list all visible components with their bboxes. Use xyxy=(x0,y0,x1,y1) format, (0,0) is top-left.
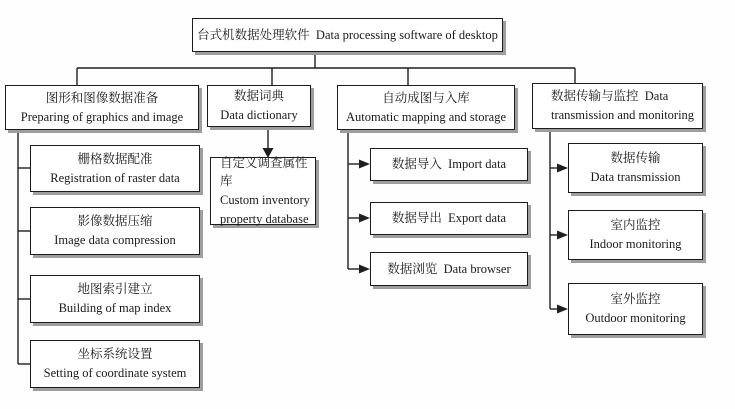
node-custom-inventory-database xyxy=(210,157,316,225)
node-root-label: 台式机数据处理软件 Data processing software of desktop xyxy=(197,27,498,42)
node-data-transmission-monitoring xyxy=(532,83,703,129)
node-label-line1: 数据传输与监控 Data xyxy=(551,89,669,104)
node-label-en: Registration of raster data xyxy=(50,170,180,185)
node-data-dictionary xyxy=(207,85,311,127)
node-label-zh: 数据词典 xyxy=(233,89,284,104)
node-label: 数据导出 Export data xyxy=(391,211,507,226)
node-label-zh: 图形和图像数据准备 xyxy=(45,90,159,105)
node-label-en: Data transmission xyxy=(590,170,681,184)
arrowhead-right-icon xyxy=(359,214,370,223)
node-label-zh: 坐标系统设置 xyxy=(77,347,153,362)
node-data-browser xyxy=(370,252,528,286)
node-label: 数据浏览 Data browser xyxy=(387,261,511,276)
node-label: 数据导入 Import data xyxy=(391,157,507,172)
node-label-en: Automatic mapping and storage xyxy=(345,109,507,124)
node-automatic-mapping-storage xyxy=(337,85,515,130)
node-data-transmission xyxy=(568,143,703,193)
node-label-zh: 地图索引建立 xyxy=(77,282,153,297)
node-import-data xyxy=(370,148,528,181)
node-graphics-image-preparation xyxy=(5,85,199,130)
node-root xyxy=(192,18,503,52)
node-label-en: Image data compression xyxy=(54,233,176,247)
node-raster-registration xyxy=(30,145,200,192)
node-map-index xyxy=(30,275,200,323)
node-label-en: Setting of coordinate system xyxy=(43,366,187,380)
node-image-compression xyxy=(30,207,200,255)
arrowhead-right-icon xyxy=(557,231,568,240)
arrowhead-right-icon xyxy=(359,265,370,274)
node-label-zh: 自动成图与入库 xyxy=(382,90,470,105)
node-label-zh: 数据传输 xyxy=(610,151,661,166)
arrowhead-right-icon xyxy=(557,305,568,314)
node-coordinate-system xyxy=(30,340,200,388)
node-label-en: Outdoor monitoring xyxy=(585,311,686,325)
node-label-zh: 影像数据压缩 xyxy=(77,214,153,229)
node-label-zh: 栅格数据配准 xyxy=(77,151,153,166)
node-outdoor-monitoring xyxy=(568,283,703,335)
node-label-en1: Custom inventory xyxy=(220,193,310,207)
node-label-line2: transmission and monitoring xyxy=(551,108,695,122)
node-label-en: Building of map index xyxy=(58,301,172,315)
node-label-en: Preparing of graphics and image xyxy=(20,109,184,124)
node-label-en: Data dictionary xyxy=(220,108,298,122)
node-label-zh: 室外监控 xyxy=(610,292,661,307)
node-label-en2: property database xyxy=(220,211,309,226)
node-label-zh: 自定义调查属性库 xyxy=(220,155,308,189)
node-export-data xyxy=(370,202,528,235)
arrowhead-right-icon xyxy=(557,164,568,173)
node-label-zh: 室内监控 xyxy=(610,218,661,233)
arrowhead-right-icon xyxy=(359,160,370,169)
node-label-en: Indoor monitoring xyxy=(589,237,682,251)
node-indoor-monitoring xyxy=(568,210,703,260)
